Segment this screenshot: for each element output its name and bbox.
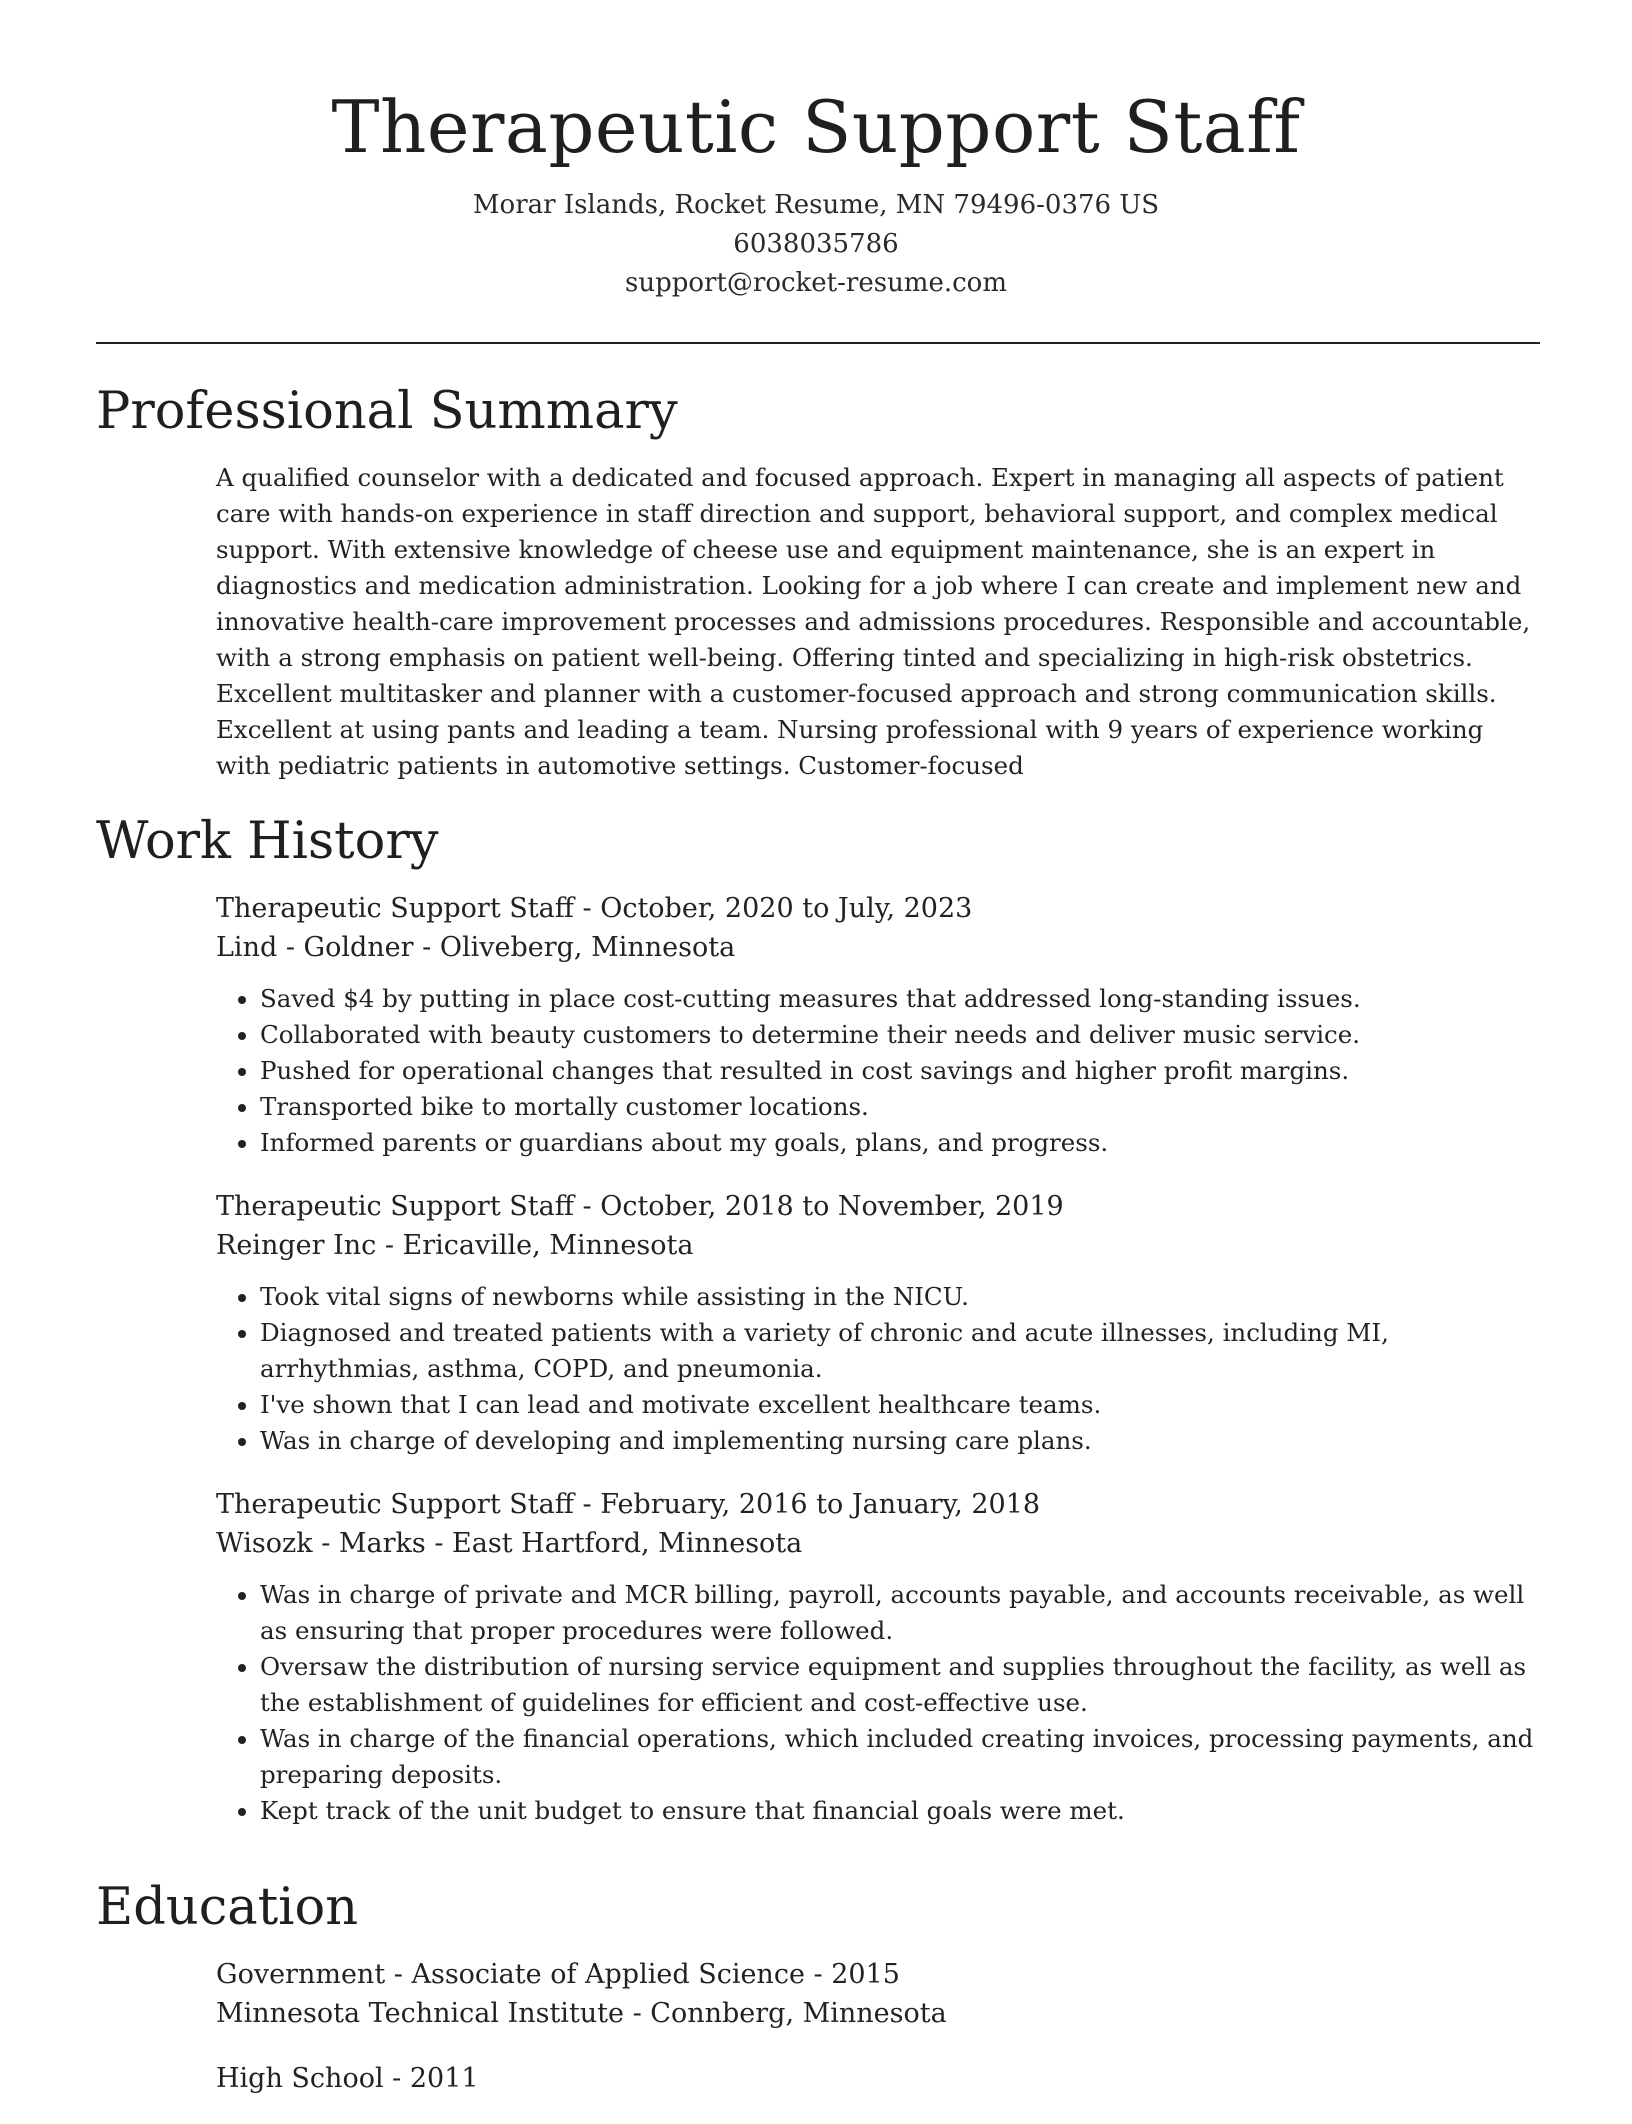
header-divider <box>96 342 1540 344</box>
job-company: Wisozk - Marks <box>216 1528 426 1559</box>
education-list <box>216 1955 1544 2124</box>
job-bullet: • Was in charge of the financial operations, which included creating invoices, processing payments, and preparing deposits. <box>260 1721 1544 1793</box>
job-bullets <box>216 1577 1544 1829</box>
job-bullet: • Pushed for operational changes that resulted in cost savings and higher profit margins. <box>260 1053 1544 1089</box>
job-bullet: • Diagnosed and treated patients with a variety of chronic and acute illnesses, including MI, arrhythmias, asthma, COPD, and pneumonia. <box>260 1315 1544 1387</box>
job-bullet: • Informed parents or guardians about my goals, plans, and progress. <box>260 1125 1544 1161</box>
job-bullet: • Kept track of the unit budget to ensure that financial goals were met. <box>260 1793 1544 1829</box>
job-bullet: • Transported bike to mortally customer locations. <box>260 1089 1544 1125</box>
job-company: Reinger Inc <box>216 1230 377 1261</box>
job-role: Therapeutic Support Staff <box>216 893 574 924</box>
education-degree-line: High School - 2011 <box>216 2063 479 2094</box>
job-title-line <box>216 889 1544 928</box>
job-role: Therapeutic Support Staff <box>216 1489 574 1520</box>
resume-header <box>0 0 1632 303</box>
candidate-name: Therapeutic Support Staff <box>331 85 1301 169</box>
job-entry <box>216 1187 1544 1459</box>
job-bullet: • Was in charge of private and MCR billing, payroll, accounts payable, and accounts receivable, as well as ensuring that proper procedures were followed. <box>260 1577 1544 1649</box>
education-entry <box>216 1955 1544 2033</box>
job-dates: - October, 2020 to July, 2023 <box>573 893 973 924</box>
job-bullet: • Collaborated with beauty customers to determine their needs and deliver music service. <box>260 1017 1544 1053</box>
job-bullets <box>216 981 1544 1161</box>
job-role: Therapeutic Support Staff <box>216 1191 574 1222</box>
job-bullets <box>216 1279 1544 1459</box>
job-company: Lind - Goldner <box>216 932 414 963</box>
education-school: Minnesota Technical Institute <box>216 1998 625 2029</box>
job-title-line <box>216 1187 1544 1226</box>
job-entry <box>216 889 1544 1161</box>
job-dates: - February, 2016 to January, 2018 <box>573 1489 1041 1520</box>
contact-phone: 6038035786 <box>733 229 899 259</box>
job-dates: - October, 2018 to November, 2019 <box>573 1191 1064 1222</box>
education-heading: Education <box>96 1878 359 1937</box>
work-history-list <box>216 889 1544 1855</box>
summary-text: A qualified counselor with a dedicated and focused approach. Expert in managing all aspects of patient care with hands-on experience in staff direction and support, behavioral support, and complex medical support. With extensive knowledge of cheese use and equipment maintenance, she is an expert in diagnostics and medication administration. Looking for a job where I can create and implement new and innovative health-care improvement processes and admissions procedures. Responsible and accountable, with a strong emphasis on patient well-being. Offering tinted and specializing in high-risk obstetrics. Excellent multitasker and planner with a customer-focused approach and strong communication skills. Excellent at using pants and leading a team. Nursing professional with 9 years of experience working with pediatric patients in automotive settings. Customer-focused <box>216 463 1531 780</box>
job-entry <box>216 1485 1544 1829</box>
education-degree-line: Government - Associate of Applied Science - 2015 <box>216 1959 900 1990</box>
job-company-line <box>216 1524 1544 1563</box>
job-bullet: • Took vital signs of newborns while assisting in the NICU. <box>260 1279 1544 1315</box>
summary-heading: Professional Summary <box>96 382 678 441</box>
education-entry <box>216 2059 1544 2098</box>
job-bullet: • I've shown that I can lead and motivate excellent healthcare teams. <box>260 1387 1544 1423</box>
job-bullet: • Saved $4 by putting in place cost-cutting measures that addressed long-standing issues. <box>260 981 1544 1017</box>
job-location: - Ericaville, Minnesota <box>376 1230 694 1261</box>
job-company-line <box>216 928 1544 967</box>
education-school-line <box>216 1994 1544 2033</box>
job-bullet: • Was in charge of developing and implementing nursing care plans. <box>260 1423 1544 1459</box>
job-company-line <box>216 1226 1544 1265</box>
contact-email: support@rocket-resume.com <box>624 268 1007 298</box>
job-location: - East Hartford, Minnesota <box>425 1528 803 1559</box>
work-history-heading: Work History <box>96 812 439 871</box>
contact-block <box>0 186 1632 303</box>
job-bullet: • Oversaw the distribution of nursing service equipment and supplies throughout the facility, as well as the establishment of guidelines for efficient and cost-effective use. <box>260 1649 1544 1721</box>
contact-address: Morar Islands, Rocket Resume, MN 79496-0376 US <box>472 190 1160 220</box>
education-location: - Connberg, Minnesota <box>624 1998 947 2029</box>
job-location: - Oliveberg, Minnesota <box>413 932 736 963</box>
job-title-line <box>216 1485 1544 1524</box>
